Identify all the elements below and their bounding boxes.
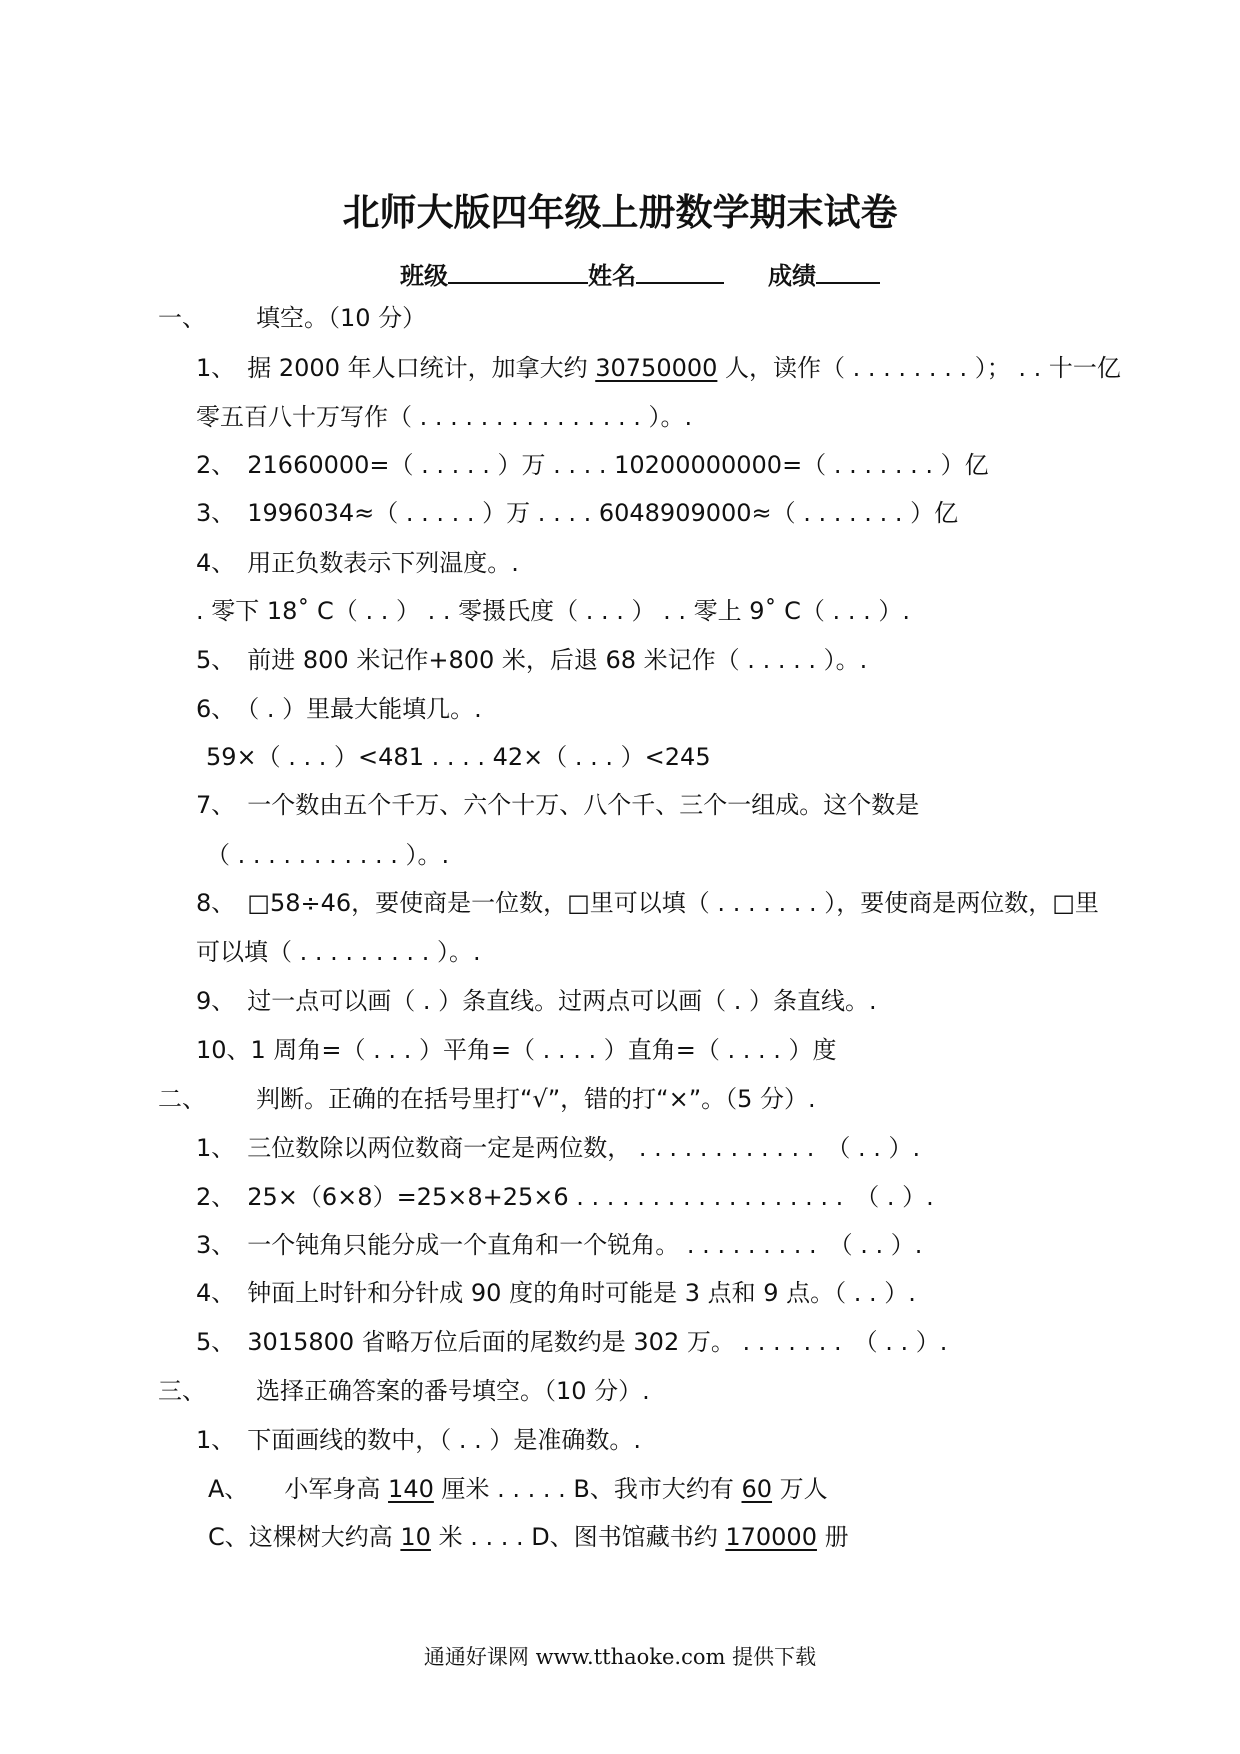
section3-header — [158, 1376, 650, 1406]
question-1-2: 2、 21660000=（ . . . . . ）万 . . . . 10200000000=（ . . . . . . . ）亿 — [196, 451, 989, 479]
section2-number: 二、 — [158, 1085, 206, 1113]
student-info-row — [400, 258, 880, 291]
question-1-8-cont: 可以填（ . . . . . . . . . ）。. — [196, 938, 481, 966]
question-1-8: 8、 □58÷46，要使商是一位数，□里可以填（ . . . . . . . ），要使商是两位数，□里 — [196, 889, 1099, 917]
question-1-9: 9、 过一点可以画（ . ）条直线。过两点可以画（ . ）条直线。. — [196, 987, 877, 1015]
question-1-3: 3、 1996034≈（ . . . . . ）万 . . . . 6048909000≈（ . . . . . . . ）亿 — [196, 499, 959, 527]
question-1-4-items: . 零下 18˚ C（ . . ） . . 零摄氏度（ . . . ） . . 零上 9˚ C（ . . . ）. — [196, 597, 910, 625]
section3-title: 选择正确答案的番号填空。（10 分）. — [256, 1377, 650, 1405]
section1-title: 填空。（10 分） — [256, 304, 427, 332]
question-1-1: 1、 据 2000 年人口统计，加拿大约 30750000 人，读作（ . . . . . . . . ）； . . 十一亿 — [196, 354, 1121, 382]
page-title: 北师大版四年级上册数学期末试卷 — [342, 191, 898, 234]
question-2-1: 1、 三位数除以两位数商一定是两位数， . . . . . . . . . . . . （ . . ）. — [196, 1134, 921, 1162]
question-3-1-options-cd: C、这棵树大约高 10 米 . . . . D、图书馆藏书约 170000 册 — [208, 1523, 849, 1551]
section2-header — [158, 1084, 816, 1114]
question-1-6-items: 59×（ . . . ）<481 . . . . 42×（ . . . ）<245 — [206, 743, 711, 771]
question-1-5: 5、 前进 800 米记作+800 米，后退 68 米记作（ . . . . . ）。. — [196, 646, 868, 674]
question-1-6: 6、 （ . ）里最大能填几。. — [196, 695, 482, 723]
question-1-10: 10、1 周角=（ . . . ）平角=（ . . . . ）直角=（ . . . . ）度 — [196, 1036, 837, 1064]
option-c-number: 10 — [400, 1523, 431, 1551]
question-3-1: 1、 下面画线的数中，（ . . ）是准确数。. — [196, 1426, 642, 1454]
question-1-7: 7、 一个数由五个千万、六个十万、八个千、三个一组成。这个数是 — [196, 791, 920, 819]
question-1-1-cont: 零五百八十万写作（ . . . . . . . . . . . . . . . ）。. — [196, 403, 693, 431]
population-number: 30750000 — [595, 354, 718, 382]
section1-header — [158, 303, 426, 333]
name-label: 姓名 — [588, 262, 636, 290]
score-blank[interactable] — [816, 258, 880, 284]
question-2-4: 4、 钟面上时针和分针成 90 度的角时可能是 3 点和 9 点。（ . . ）. — [196, 1279, 916, 1307]
question-2-2: 2、 25×（6×8）=25×8+25×6 . . . . . . . . . . . . . . . . . . （ . ）. — [196, 1183, 934, 1211]
question-1-4: 4、 用正负数表示下列温度。. — [196, 549, 519, 577]
section2-title: 判断。正确的在括号里打“√”，错的打“×”。（5 分）. — [256, 1085, 816, 1113]
question-2-3: 3、 一个钝角只能分成一个直角和一个锐角。 . . . . . . . . . （ . . ）. — [196, 1231, 923, 1259]
class-label: 班级 — [400, 262, 448, 290]
question-3-1-options-ab: A、 小军身高 140 厘米 . . . . . B、我市大约有 60 万人 — [208, 1475, 828, 1503]
score-label: 成绩 — [768, 262, 816, 290]
question-1-7-cont: （ . . . . . . . . . . . ）。. — [206, 841, 450, 869]
class-blank[interactable] — [448, 258, 588, 284]
option-b-number: 60 — [741, 1475, 773, 1503]
option-a-number: 140 — [388, 1475, 434, 1503]
section3-number: 三、 — [158, 1377, 206, 1405]
option-d-number: 170000 — [725, 1523, 817, 1551]
footer-source: 通通好课网 www.tthaoke.com 提供下载 — [423, 1645, 817, 1669]
question-2-5: 5、 3015800 省略万位后面的尾数约是 302 万。 . . . . . . . （ . . ）. — [196, 1328, 948, 1356]
section1-number: 一、 — [158, 304, 206, 332]
name-blank[interactable] — [636, 258, 724, 284]
